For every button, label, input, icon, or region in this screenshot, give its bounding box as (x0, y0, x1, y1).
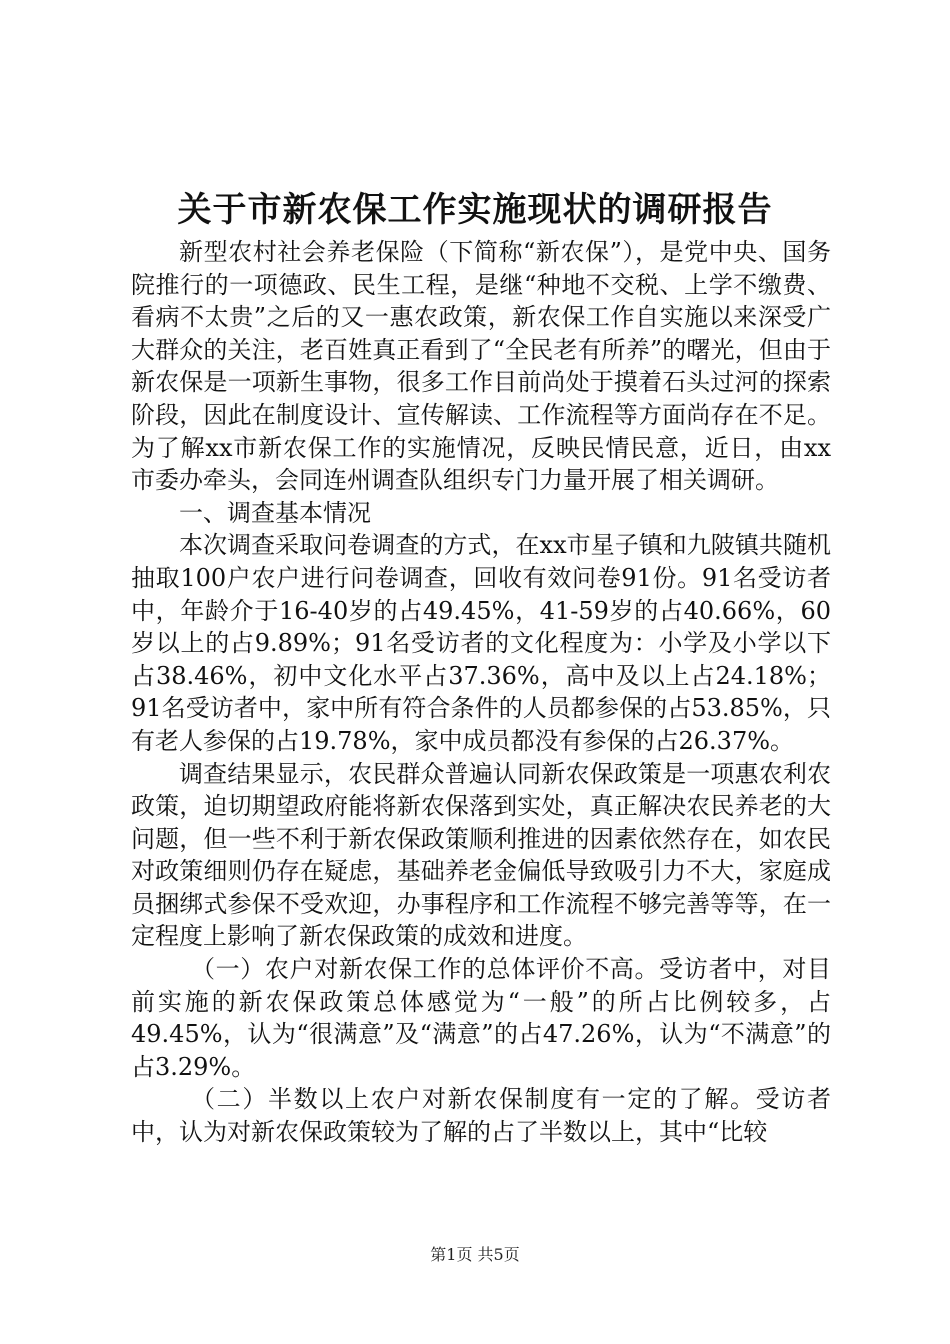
paragraph-intro: 新型农村社会养老保险（下简称“新农保”），是党中央、国务院推行的一项德政、民生工程，是继“种地不交税、上学不缴费、看病不太贵”之后的又一惠农政策，新农保工作自实施以来深受广大群众的关注，老百姓真正看到了“全民老有所养”的曙光，但由于新农保是一项新生事物，很多工作目前尚处于摸着石头过河的探索阶段，因此在制度设计、宣传解读、工作流程等方面尚存在不足。为了解xx市新农保工作的实施情况，反映民情民意，近日，由xx市委办牵头，会同连州调查队组织专门力量开展了相关调研。 (131, 238, 831, 495)
section-heading: 一、调查基本情况 (179, 498, 371, 527)
document-title: 关于市新农保工作实施现状的调研报告 (177, 190, 773, 230)
paragraph-item-1: （一）农户对新农保工作的总体评价不高。受访者中，对目前实施的新农保政策总体感觉为“一般”的所占比例较多，占49.45%，认为“很满意”及“满意”的占47.26%，认为“不满意”的占3.29%。 (131, 955, 831, 1081)
paragraph-survey-results: 调查结果显示，农民群众普遍认同新农保政策是一项惠农利农政策，迫切期望政府能将新农保落到实处，真正解决农民养老的大问题，但一些不利于新农保政策顺利推进的因素依然存在，如农民对政策细则仍存在疑虑，基础养老金偏低导致吸引力不大，家庭成员捆绑式参保不受欢迎，办事程序和工作流程不够完善等等，在一定程度上影响了新农保政策的成效和进度。 (131, 759, 831, 951)
document-body (131, 236, 831, 1149)
page-number: 第1页 共5页 (430, 1245, 520, 1264)
paragraph-survey-basics: 本次调查采取问卷调查的方式，在xx市星子镇和九陂镇共随机抽取100户农户进行问卷调查，回收有效问卷91份。91名受访者中，年龄介于16-40岁的占49.45%，41-59岁的占40.66%，60岁以上的占9.89%；91名受访者的文化程度为：小学及小学以下占38.46%，初中文化水平占37.36%，高中及以上占24.18%；91名受访者中，家中所有符合条件的人员都参保的占53.85%，只有老人参保的占19.78%，家中成员都没有参保的占26.37%。 (131, 531, 831, 755)
paragraph-item-2: （二）半数以上农户对新农保制度有一定的了解。受访者中，认为对新农保政策较为了解的占了半数以上，其中“比较 (131, 1085, 831, 1147)
